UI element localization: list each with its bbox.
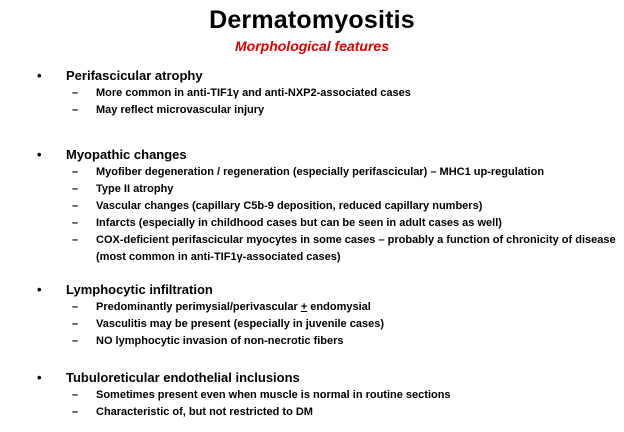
section-myopathic-changes (0, 146, 624, 266)
bullet-point: • (37, 68, 42, 83)
sub-item-text: More common in anti-TIF1γ and anti-NXP2-associated cases (96, 87, 411, 99)
section-heading: Lymphocytic infiltration (66, 282, 213, 297)
sub-item-text-part: Predominantly perimysial/perivascular (96, 301, 301, 313)
section-heading-row (0, 281, 624, 299)
sub-item (0, 232, 624, 266)
section-tubuloreticular-inclusions (0, 369, 624, 421)
dash-marker: – (72, 389, 79, 401)
sub-item-list (0, 85, 624, 119)
sub-item (0, 299, 624, 316)
sub-item-text: Vasculitis may be present (especially in juvenile cases) (96, 318, 384, 330)
sub-item (0, 387, 624, 404)
sub-item-text: Myofiber degeneration / regeneration (especially perifascicular) – MHC1 up-regulation (96, 166, 545, 178)
sub-item-list (0, 299, 624, 350)
sub-item-text: Sometimes present even when muscle is normal in routine sections (96, 389, 451, 401)
sub-item (0, 164, 624, 181)
bullet-point: • (37, 282, 42, 297)
section-heading: Perifascicular atrophy (66, 68, 203, 83)
sub-item-text: Infarcts (especially in childhood cases but can be seen in adult cases as well) (96, 217, 502, 229)
sub-item (0, 198, 624, 215)
bullet-point: • (37, 147, 42, 162)
slide-title: Dermatomyositis (209, 6, 415, 34)
dash-marker: – (72, 200, 79, 212)
dash-marker: – (72, 335, 79, 347)
sub-item-text: NO lymphocytic invasion of non-necrotic fibers (96, 335, 344, 347)
plus-minus-symbol: + (300, 301, 308, 313)
sub-item-text (96, 299, 616, 316)
section-heading: Myopathic changes (66, 147, 187, 162)
dash-marker: – (72, 234, 79, 246)
sub-item (0, 85, 624, 102)
sub-item-text: Type II atrophy (96, 183, 174, 195)
dash-marker: – (72, 183, 79, 195)
section-perifascicular-atrophy (0, 67, 624, 119)
sub-item (0, 333, 624, 350)
sub-item-list (0, 164, 624, 266)
dash-marker: – (72, 166, 79, 178)
sub-item-text: COX-deficient perifascicular myocytes in some cases – probably a function of chronicity of disease (most common in anti-TIF1γ-associated cases) (96, 234, 616, 263)
sub-item-text: May reflect microvascular injury (96, 104, 265, 116)
sub-item (0, 102, 624, 119)
section-heading-row (0, 146, 624, 164)
bullet-point: • (37, 370, 42, 385)
slide-subtitle: Morphological features (234, 38, 390, 54)
sub-item-text-part: endomysial (307, 301, 371, 313)
section-heading: Tubuloreticular endothelial inclusions (66, 370, 300, 385)
sub-item (0, 215, 624, 232)
sub-item-text: Characteristic of, but not restricted to DM (96, 406, 313, 418)
dash-marker: – (72, 87, 79, 99)
dash-marker: – (72, 104, 79, 116)
sub-item (0, 316, 624, 333)
dash-marker: – (72, 318, 79, 330)
dash-marker: – (72, 301, 79, 313)
dash-marker: – (72, 406, 79, 418)
section-heading-row (0, 67, 624, 85)
sub-item (0, 181, 624, 198)
sub-item-text: Vascular changes (capillary C5b-9 deposition, reduced capillary numbers) (96, 200, 483, 212)
section-heading-row (0, 369, 624, 387)
sub-item-list (0, 387, 624, 421)
dash-marker: – (72, 217, 79, 229)
sub-item (0, 404, 624, 421)
section-lymphocytic-infiltration (0, 281, 624, 350)
